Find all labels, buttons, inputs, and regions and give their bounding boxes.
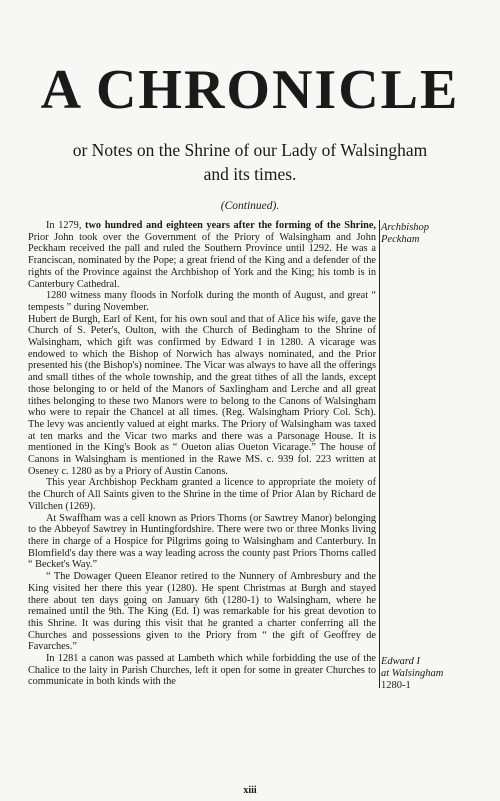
paragraph-text: Prior John took over the Government of the Priory of Walsingham and John Peckham received the pall and ruled the Southern Province until 1292. He was a Franciscan, nominated by the Pope; a great friend of the King and a defender of the rights of the Province against the Archbishop of York and the King; his tomb is in Canterbury Cathedral. xyxy=(28,231,376,290)
margin-note-edward xyxy=(381,656,481,692)
margin-note-line: Edward I xyxy=(381,656,420,667)
margin-note-line: 1280-1 xyxy=(381,680,411,691)
margin-note-line: Archbishop xyxy=(381,222,430,233)
page-title: A CHRONICLE xyxy=(40,59,460,121)
paragraph: 1280 witness many floods in Norfolk during the month of August, and great “ tempests ” during November. xyxy=(28,290,376,313)
margin-note-line: Peckham xyxy=(381,234,420,245)
paragraph: This year Archbishop Peckham granted a licence to appropriate the moiety of the Church of All Saints given to the Shrine in the time of Prior Alan by Richard de Villchen (1269). xyxy=(28,477,376,512)
margin-note-line: at Walsingham xyxy=(381,668,444,679)
paragraph: In 1281 a canon was passed at Lambeth which while forbidding the use of the Chalice to the laity in Parish Churches, left it open for some in greater Churches to communicate in both kinds with the xyxy=(28,653,376,688)
paragraph: “ The Dowager Queen Eleanor retired to the Nunnery of Ambresbury and the King visited her there this year (1280). He spent Christmas at Burgh and stayed there about ten days going on January 6th (1280-1) to Walsingham, where he remained until the 9th. The King (Ed. I) was remarkable for his great devotion to this Shrine. It was during this visit that he granted a charter conferring all the Churches and possessions given to the Priory from “ the gift of Geoffrey de Favarches.” xyxy=(28,571,376,653)
margin-note-peckham xyxy=(381,222,481,246)
paragraph: Hubert de Burgh, Earl of Kent, for his own soul and that of Alice his wife, gave the Church of S. Peter's, Oulton, with the Church of Bedingham to the Shrine of Walsingham, which gift was confirmed by Edward I in 1280. A vicarage was endowed to which the Bishop of Norwich has always nominated, and the Prior presented his (the Bishop's) nominee. The Vicar was always to have all the offerings and small tithes of the whole township, and the great tithes of all the lands, except those belonging to or held of the Manors of Saxlingham and Lerche and all great tithes belonging to these two Manors were to belong to the Canons of Walsingham who were to repair the Chancel at all times. (Reg. Walsingham Priory Col. Sch). The levy was anciently valued at eight marks. The Priory of Walsingham was taxed at ten marks and the Vicar two marks and there was a Parsonage House. It is mentioned in the King's Book as “ Oueton alias Oueton Vicarage.” The house of Canons in Walsingham is mentioned in the Rawe MS. c. 939 fol. 223 written at Oseney c. 1280 as by a Priory of Austin Canons. xyxy=(28,313,376,477)
body-text xyxy=(28,220,380,688)
paragraph: At Swaffham was a cell known as Priors Thorns (or Sawtrey Manor) belonging to the Abbeyof Sawtrey in Huntingfordshire. There were two or three Monks living there in charge of a Hospice for Pilgrims going to Walsingham and Canterbury. In Blomfield's day there was a way leading across the county past Priors Thorns called “ Becket's Way.” xyxy=(28,512,376,571)
paragraph xyxy=(28,220,376,290)
continued-label: (Continued). xyxy=(220,200,280,212)
page-number: xiii xyxy=(243,785,257,796)
subtitle-line-1: or Notes on the Shrine of our Lady of Walsingham xyxy=(72,140,428,160)
subtitle-line-2: and its times. xyxy=(203,164,297,184)
paragraph-lead: In 1279, xyxy=(46,220,86,231)
paragraph-bold: two hundred and eighteen years after the forming of the Shrine, xyxy=(85,220,376,231)
subtitle xyxy=(0,138,500,186)
